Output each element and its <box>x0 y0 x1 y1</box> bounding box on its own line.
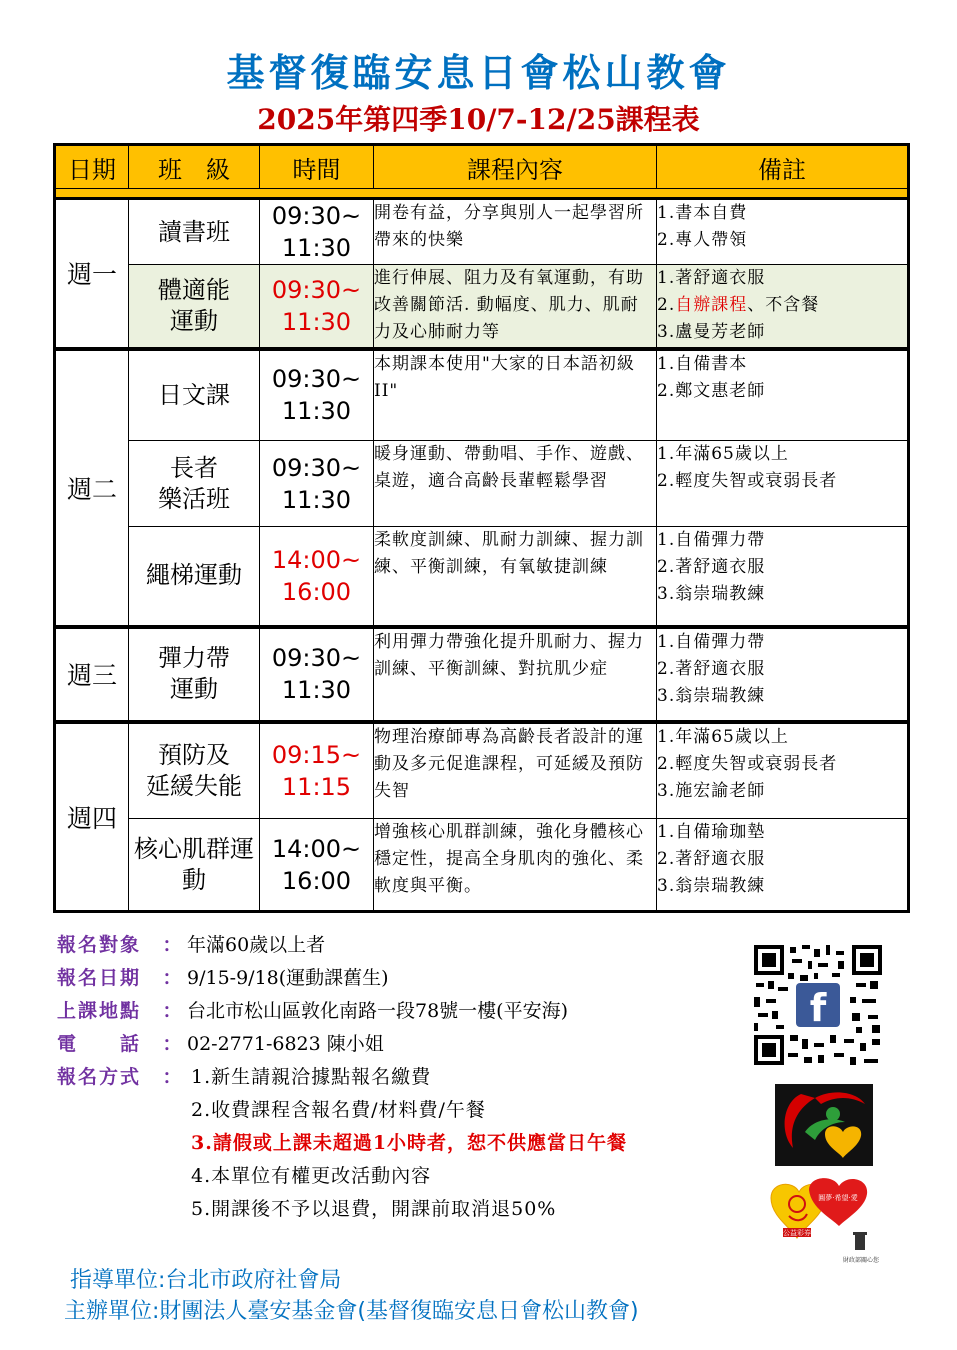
class-time: 09:30~ 11:30 <box>260 265 374 349</box>
class-content: 利用彈力帶強化提升肌耐力、握力訓練、平衡訓練、對抗肌少症 <box>374 627 657 722</box>
class-time: 09:30~ 11:30 <box>260 441 374 527</box>
page-title: 基督復臨安息日會松山教會 <box>226 51 731 95</box>
method-item: 1.新生請親洽據點報名繳費 <box>191 1066 432 1088</box>
facebook-qr-code-icon[interactable] <box>752 943 884 1067</box>
info-label: 報名日期 <box>57 967 142 989</box>
class-notes: 1.年滿65歲以上 2.輕度失智或衰弱長者 <box>657 441 909 527</box>
svg-text:公益彩券: 公益彩券 <box>783 1229 811 1237</box>
schedule-table <box>53 143 910 913</box>
day-thursday: 週四 <box>55 722 129 912</box>
class-name: 核心肌群運 動 <box>129 819 260 912</box>
table-row <box>55 199 909 265</box>
class-notes: 1.自備書本 2.鄭文惠老師 <box>657 349 909 441</box>
class-name: 讀書班 <box>129 199 260 265</box>
class-content: 本期課本使用"大家的日本語初級II" <box>374 349 657 441</box>
class-notes: 1.著舒適衣服 2.自辦課程、不含餐 3.盧曼芳老師 <box>657 265 909 349</box>
class-notes: 1.自備彈力帶 2.著舒適衣服 3.翁崇瑞教練 <box>657 527 909 627</box>
table-row <box>55 349 909 441</box>
table-row <box>55 722 909 819</box>
method-item: 5.開課後不予以退費，開課前取消退50% <box>191 1198 557 1220</box>
day-tuesday: 週二 <box>55 349 129 627</box>
method-item: 2.收費課程含報名費/材料費/午餐 <box>191 1099 486 1121</box>
col-header-date: 日期 <box>55 145 129 189</box>
table-row <box>55 527 909 627</box>
class-notes: 1.自備瑜珈墊 2.著舒適衣服 3.翁崇瑞教練 <box>657 819 909 912</box>
info-label: 上課地點 <box>57 1000 142 1022</box>
info-label: 報名方式 <box>57 1066 142 1088</box>
class-notes: 1.書本自費 2.專人帶領 <box>657 199 909 265</box>
method-item: 4.本單位有權更改活動內容 <box>191 1165 432 1187</box>
class-notes: 1.年滿65歲以上 2.輕度失智或衰弱長者 3.施宏諭老師 <box>657 722 909 819</box>
col-header-content: 課程內容 <box>374 145 657 189</box>
class-name: 繩梯運動 <box>129 527 260 627</box>
table-row <box>55 819 909 912</box>
info-value: 02-2771-6823 陳小姐 <box>187 1033 384 1055</box>
class-notes: 1.自備彈力帶 2.著舒適衣服 3.翁崇瑞教練 <box>657 627 909 722</box>
class-time: 14:00~ 16:00 <box>260 819 374 912</box>
class-name: 體適能 運動 <box>129 265 260 349</box>
class-content: 進行伸展、阻力及有氧運動，有助改善關節活. 動幅度、肌力、肌耐力及心肺耐力等 <box>374 265 657 349</box>
class-content: 柔軟度訓練、肌耐力訓練、握力訓練、平衡訓練，有氧敏捷訓練 <box>374 527 657 627</box>
table-row <box>55 441 909 527</box>
info-value: 年滿60歲以上者 <box>187 934 326 956</box>
svg-text:圓夢·希望·愛: 圓夢·希望·愛 <box>818 1194 858 1202</box>
class-name: 日文課 <box>129 349 260 441</box>
class-content: 物理治療師專為高齡長者設計的運動及多元促進課程，可延緩及預防失智 <box>374 722 657 819</box>
page-subtitle: 2025年第四季10/7-12/25課程表 <box>257 103 700 136</box>
svg-text:f: f <box>809 986 827 1030</box>
table-header-row <box>55 145 909 189</box>
class-time: 09:30~ 11:30 <box>260 349 374 441</box>
info-label: 報名對象 <box>57 934 142 956</box>
class-time: 14:00~ 16:00 <box>260 527 374 627</box>
class-content: 暖身運動、帶動唱、手作、遊戲、桌遊，適合高齡長輩輕鬆學習 <box>374 441 657 527</box>
col-header-notes: 備註 <box>657 145 909 189</box>
info-place-row: 上課地點 ： 台北市松山區敦化南路一段78號一樓(平安海) <box>57 996 568 1028</box>
col-header-time: 時間 <box>260 145 374 189</box>
community-care-logo-icon <box>775 1084 873 1166</box>
class-name: 預防及 延緩失能 <box>129 722 260 819</box>
table-row <box>55 627 909 722</box>
info-method-row: 報名方式 ： <box>57 1062 187 1094</box>
day-wednesday: 週三 <box>55 627 129 722</box>
host-unit: 主辦單位:財團法人臺安基金會(基督復臨安息日會松山教會) <box>64 1299 639 1324</box>
info-value: 台北市松山區敦化南路一段78號一樓(平安海) <box>187 1000 569 1022</box>
class-name: 彈力帶 運動 <box>129 627 260 722</box>
class-time: 09:30~ 11:30 <box>260 199 374 265</box>
public-welfare-lottery-logo-icon <box>767 1176 887 1266</box>
class-name: 長者 樂活班 <box>129 441 260 527</box>
class-content: 開卷有益，分享與別人一起學習所帶來的快樂 <box>374 199 657 265</box>
class-content: 增強核心肌群訓練，強化身體核心穩定性，提高全身肌肉的強化、柔軟度與平衡。 <box>374 819 657 912</box>
info-value: 9/15-9/18(運動課舊生) <box>187 967 389 989</box>
info-label: 電 話 <box>57 1033 142 1055</box>
info-target-row: 報名對象 ： 年滿60歲以上者 <box>57 930 325 962</box>
svg-text:財政部關心您: 財政部關心您 <box>842 1257 880 1264</box>
table-row <box>55 265 909 349</box>
class-time: 09:15~ 11:15 <box>260 722 374 819</box>
day-monday: 週一 <box>55 199 129 349</box>
header-gap-row <box>55 189 909 199</box>
col-header-class: 班 級 <box>129 145 260 189</box>
class-time: 09:30~ 11:30 <box>260 627 374 722</box>
guidance-unit: 指導單位:台北市政府社會局 <box>70 1268 342 1293</box>
info-phone-row: 電 話 ： 02-2771-6823 陳小姐 <box>57 1029 384 1061</box>
info-date-row: 報名日期 ： 9/15-9/18(運動課舊生) <box>57 963 389 995</box>
method-item-warning: 3.請假或上課未超過1小時者，恕不供應當日午餐 <box>191 1132 628 1154</box>
